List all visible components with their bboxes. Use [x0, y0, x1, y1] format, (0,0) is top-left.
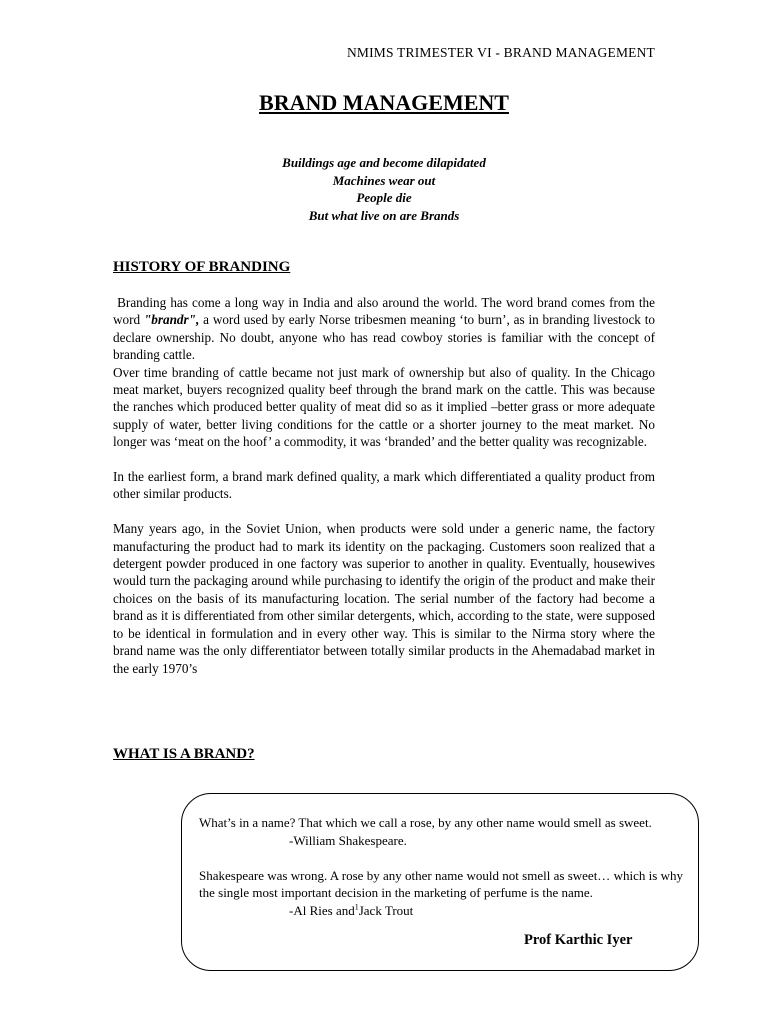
ries-trout-attribution	[199, 902, 683, 920]
shakespeare-attribution: -William Shakespeare.	[289, 832, 407, 848]
footnote-marker: 1	[354, 902, 359, 912]
footer-author: Prof Karthic Iyer	[524, 932, 633, 948]
history-p1-before: Branding has come a long way in India and also around the world. The word brand comes from the word	[113, 295, 656, 328]
epigraph	[0, 154, 768, 224]
history-p1-after: a word used by early Norse tribesmen meaning ‘to burn’, as in branding livestock to declare ownership. No doubt, anyone who has read cowboy stories is familiar with the concept of branding cattle.	[113, 312, 655, 363]
attribution-part-2: Jack Trout	[358, 902, 414, 918]
history-body	[113, 294, 655, 677]
history-p1-term: "brandr",	[143, 312, 200, 328]
section-heading-history: HISTORY OF BRANDING	[113, 259, 291, 275]
epigraph-line-2: Machines wear out	[332, 172, 436, 188]
ries-trout-quote: Shakespeare was wrong. A rose by any other name would not smell as sweet… which is why the single most important decision in the marketing of perfume is the name.	[199, 867, 683, 901]
paragraph-spacer	[113, 451, 655, 468]
paragraph-spacer	[113, 503, 655, 520]
quote-spacer	[199, 849, 683, 867]
attribution-part-1: -Al Ries and	[289, 902, 355, 918]
epigraph-line-1: Buildings age and become dilapidated	[282, 155, 486, 170]
section-heading-what-is-brand: WHAT IS A BRAND?	[113, 746, 255, 762]
epigraph-line-4: But what live on are Brands	[308, 207, 460, 223]
history-paragraph-2: Over time branding of cattle became not just mark of ownership but also of quality. In the Chicago meat market, buyers recognized quality beef through the brand mark on the cattle. This was because the ranches which produced better quality of meat did so as it implied –better grass or more adequate supply of water, better living conditions for the cattle or a shorter journey to the meat market. No longer was ‘meat on the hoof’ a commodity, it was ‘branded’ and the better quality was recognizable.	[113, 364, 655, 450]
epigraph-line-3: People die	[356, 190, 412, 205]
quote-text	[199, 814, 683, 920]
document-title: BRAND MANAGEMENT	[259, 90, 509, 115]
history-paragraph-4: Many years ago, in the Soviet Union, when products were sold under a generic name, the factory manufacturing the product had to mark its identity on the packaging. Customers soon realized that a detergent powder produced in one factory was superior to another in quality. Eventually, housewives would turn the packaging around while purchasing to identify the origin of the product and make their choices on the basis of its manufacturing location. The serial number of the factory had become a brand as it is differentiated from other similar detergents, which, according to the state, were supposed to be identical in formulation and in every other way. This is similar to the Nirma story where the brand name was the only differentiator between totally similar products in the Ahemadabad market in the early 1970’s	[113, 521, 655, 676]
running-header: NMIMS TRIMESTER VI - BRAND MANAGEMENT	[346, 45, 655, 60]
shakespeare-quote: What’s in a name? That which we call a rose, by any other name would smell as sweet.	[199, 815, 652, 830]
history-paragraph-3: In the earliest form, a brand mark defined quality, a mark which differentiated a quality product from other similar products.	[113, 469, 655, 502]
history-paragraph-1	[113, 294, 655, 364]
